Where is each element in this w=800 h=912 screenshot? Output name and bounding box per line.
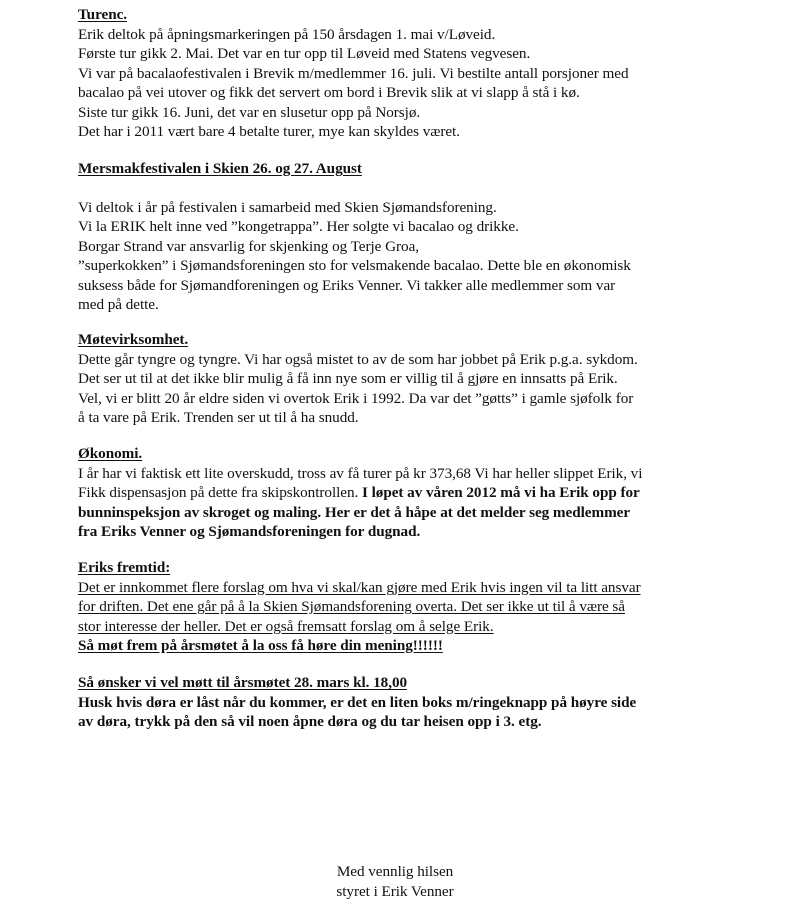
- section-annual-meeting: [78, 673, 778, 732]
- closing-greeting: Med vennlig hilsen: [336, 863, 454, 880]
- paragraph-line: Første tur gikk 2. Mai. Det var en tur opp til Løveid med Statens vegvesen.: [78, 45, 531, 62]
- paragraph-line: å ta vare på Erik. Trenden ser ut til å ha snudd.: [78, 409, 359, 426]
- paragraph-line: Husk hvis døra er låst når du kommer, er det en liten boks m/ringeknapp på høyre side: [78, 693, 637, 711]
- section-heading: Turenc.: [78, 6, 128, 23]
- paragraph-line: Borgar Strand var ansvarlig for skjenking og Terje Groa,: [78, 237, 420, 255]
- section-economy: [78, 444, 778, 542]
- section-festival: [78, 159, 778, 315]
- section-heading: Økonomi.: [78, 445, 143, 462]
- paragraph-line: av døra, trykk på den så vil noen åpne døra og du tar heisen opp i 3. etg.: [78, 713, 542, 730]
- paragraph-line: Vi deltok i år på festivalen i samarbeid med Skien Sjømandsforening.: [78, 198, 497, 216]
- closing-signoff: styret i Erik Venner: [336, 882, 454, 900]
- section-meetings: [78, 330, 778, 428]
- section-heading: Så ønsker vi vel møtt til årsmøtet 28. mars kl. 18,00: [78, 674, 408, 691]
- closing-signature: [0, 862, 790, 901]
- section-heading: Møtevirksomhet.: [78, 331, 189, 348]
- paragraph-line: Vi var på bacalaofestivalen i Brevik m/medlemmer 16. juli. Vi bestilte antall porsjoner med: [78, 64, 629, 82]
- paragraph-line: suksess både for Sjømandforeningen og Eriks Venner. Vi takker alle medlemmer som var: [78, 276, 616, 294]
- paragraph-line: med på dette.: [78, 296, 159, 313]
- paragraph-line: Dette går tyngre og tyngre. Vi har også mistet to av de som har jobbet på Erik p.g.a. sykdom.: [78, 350, 638, 368]
- normal-text: Fikk dispensasjon på dette fra skipskontrollen.: [78, 484, 363, 501]
- paragraph-line: I år har vi faktisk ett lite overskudd, tross av få turer på kr 373,68 Vi har heller slippet Erik, vi: [78, 464, 643, 482]
- section-heading: Eriks fremtid:: [78, 559, 171, 576]
- paragraph-line: bunninspeksjon av skroget og maling. Her er det å håpe at det melder seg medlemmer: [78, 503, 631, 521]
- paragraph-line: Det er innkommet flere forslag om hva vi skal/kan gjøre med Erik hvis ingen vil ta litt ansvar: [78, 578, 641, 596]
- paragraph-line: bacalao på vei utover og fikk det servert om bord i Brevik slik at vi slapp å stå i kø.: [78, 84, 580, 101]
- paragraph-line: stor interesse der heller. Det er også fremsatt forslag om å selge Erik.: [78, 617, 494, 635]
- paragraph-line: Vel, vi er blitt 20 år eldre siden vi overtok Erik i 1992. Da var det ”gøtts” i gamle sjøfolk for: [78, 389, 634, 407]
- paragraph-line: fra Eriks Venner og Sjømandsforeningen for dugnad.: [78, 523, 421, 540]
- paragraph-line: Det ser ut til at det ikke blir mulig å få inn nye som er villig til å gjøre en innsatts på Erik.: [78, 370, 618, 387]
- paragraph-line: for driften. Det ene går på å la Skien Sjømandsforening overta. Det ser ikke ut til å være så: [78, 598, 625, 615]
- section-future: [78, 558, 778, 656]
- paragraph-line: Erik deltok på åpningsmarkeringen på 150 årsdagen 1. mai v/Løveid.: [78, 25, 496, 43]
- callout-line: Så møt frem på årsmøtet å la oss få høre din mening!!!!!!: [78, 637, 443, 654]
- section-heading: Mersmakfestivalen i Skien 26. og 27. August: [78, 160, 362, 177]
- paragraph-line: [78, 483, 778, 503]
- section-trips: [78, 5, 778, 142]
- paragraph-line: Siste tur gikk 16. Juni, det var en slusetur opp på Norsjø.: [78, 103, 421, 121]
- bold-text: I løpet av våren 2012 må vi ha Erik opp for: [362, 484, 640, 501]
- paragraph-line: Vi la ERIK helt inne ved ”kongetrappa”. Her solgte vi bacalao og drikke.: [78, 218, 519, 235]
- paragraph-line: Det har i 2011 vært bare 4 betalte turer, mye kan skyldes været.: [78, 123, 460, 140]
- paragraph-line: ”superkokken” i Sjømandsforeningen sto for velsmakende bacalao. Dette ble en økonomisk: [78, 257, 631, 274]
